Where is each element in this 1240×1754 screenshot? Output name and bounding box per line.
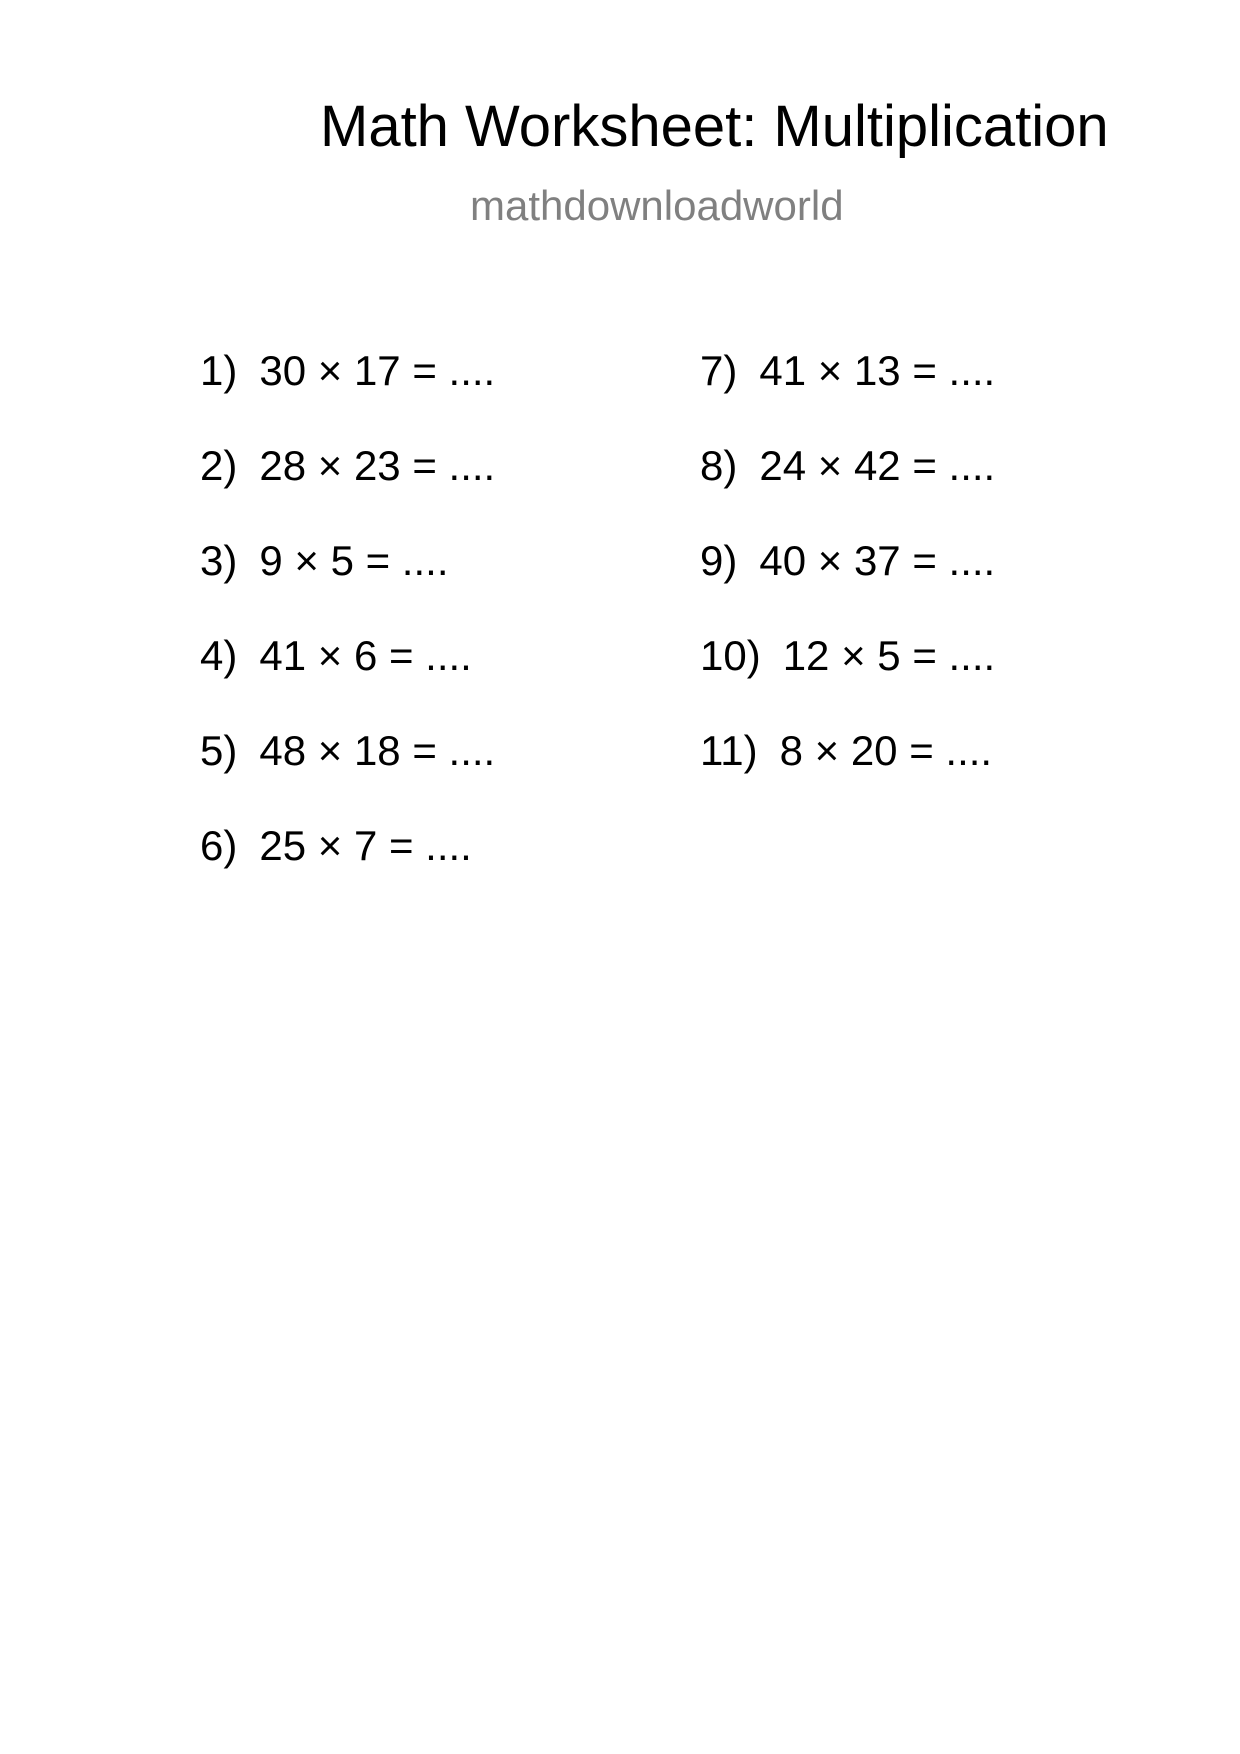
problem-expression: 48 × 18 = .... xyxy=(259,727,496,774)
problem-number: 1) xyxy=(200,347,238,394)
problem-item xyxy=(700,537,996,635)
problem-item xyxy=(700,442,996,540)
problem-item xyxy=(700,727,995,825)
problem-number: 10) xyxy=(700,632,761,679)
problems-column-right xyxy=(700,347,996,825)
problem-number: 5) xyxy=(200,727,238,774)
problem-expression: 28 × 23 = .... xyxy=(259,442,496,489)
problem-item xyxy=(200,347,496,445)
problem-item xyxy=(700,347,996,445)
problem-item xyxy=(200,632,495,730)
problem-number: 7) xyxy=(700,347,738,394)
problem-expression: 41 × 6 = .... xyxy=(259,632,472,679)
problem-expression: 41 × 13 = .... xyxy=(759,347,996,394)
problem-expression: 12 × 5 = .... xyxy=(782,632,996,679)
problem-item xyxy=(700,632,996,730)
problem-number: 11) xyxy=(700,727,758,774)
problem-number: 2) xyxy=(200,442,238,489)
problem-item xyxy=(200,822,495,920)
problem-expression: 40 × 37 = .... xyxy=(759,537,996,584)
problem-expression: 30 × 17 = .... xyxy=(259,347,496,394)
problem-number: 4) xyxy=(200,632,238,679)
problem-number: 6) xyxy=(200,822,238,869)
problem-item xyxy=(200,442,496,540)
problem-expression: 9 × 5 = .... xyxy=(259,537,449,584)
worksheet-subtitle: mathdownloadworld xyxy=(470,182,844,229)
problem-expression: 8 × 20 = .... xyxy=(779,727,993,774)
problems-column-left xyxy=(200,347,496,920)
problem-item xyxy=(200,537,495,635)
problem-expression: 24 × 42 = .... xyxy=(759,442,996,489)
worksheet-title: Math Worksheet: Multiplication xyxy=(320,94,1109,159)
problem-item xyxy=(200,727,496,825)
problem-number: 9) xyxy=(700,537,738,584)
problem-number: 3) xyxy=(200,537,238,584)
problem-number: 8) xyxy=(700,442,738,489)
problem-expression: 25 × 7 = .... xyxy=(259,822,472,869)
